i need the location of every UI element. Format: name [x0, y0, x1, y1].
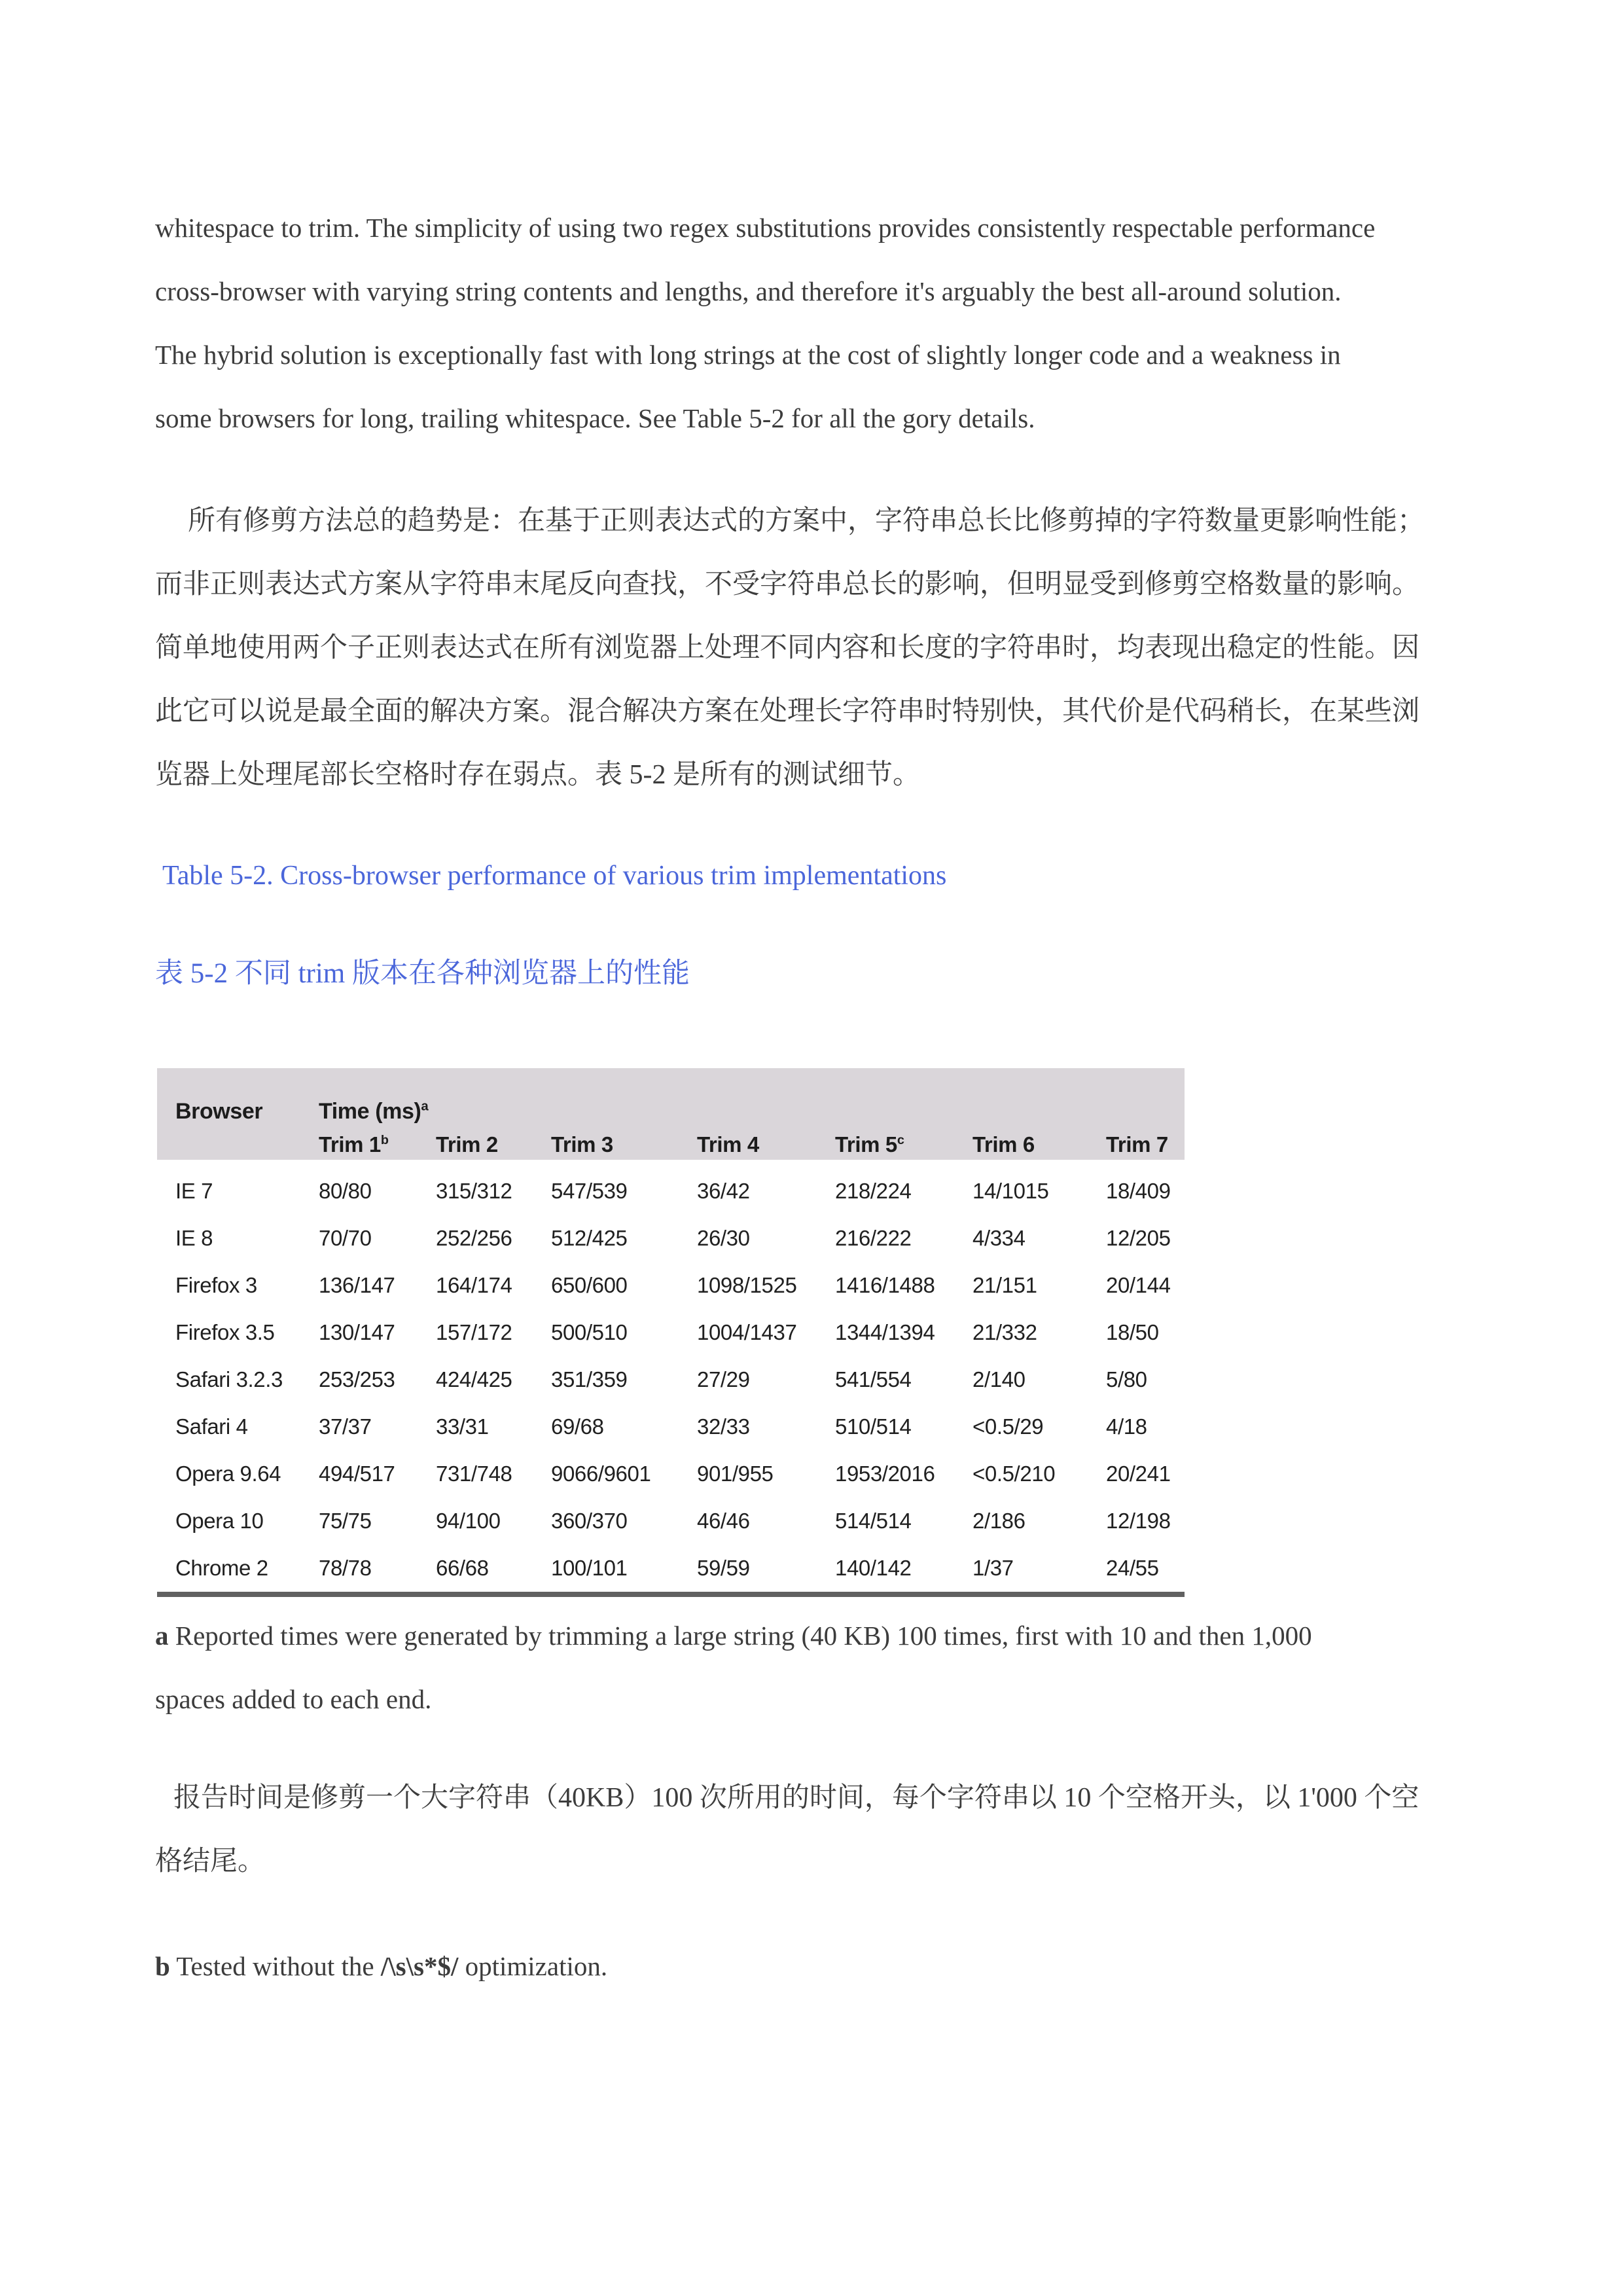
- text-line: spaces added to each end.: [155, 1684, 432, 1714]
- text-line: 格结尾。: [155, 1846, 266, 1876]
- footnote-marker-a: a: [155, 1621, 169, 1651]
- table-row: [157, 1403, 1185, 1450]
- text-line: [155, 1935, 1477, 1998]
- cell-value: 94/100: [436, 1509, 501, 1533]
- column-header-trim5: [835, 1130, 972, 1160]
- cell-value: 1/37: [972, 1556, 1014, 1580]
- cell-value: 69/68: [551, 1414, 604, 1439]
- cell-value: <0.5/210: [972, 1462, 1056, 1486]
- cell-value: 252/256: [436, 1226, 512, 1250]
- column-header-label: Trim 7: [1106, 1132, 1168, 1157]
- cell-browser: IE 8: [175, 1226, 213, 1250]
- footnote-b-post: optimization.: [458, 1951, 608, 1981]
- cell-browser: Opera 10: [175, 1509, 264, 1533]
- cell-value: 157/172: [436, 1320, 512, 1344]
- table-row: [157, 1545, 1185, 1592]
- column-header-trim4: [697, 1130, 835, 1160]
- cell-value: 80/80: [319, 1179, 372, 1203]
- cell-value: 514/514: [835, 1509, 912, 1533]
- table-row: [157, 1262, 1185, 1309]
- cell-value: 4/334: [972, 1226, 1026, 1250]
- text-line: [155, 1604, 1477, 1668]
- cell-value: 24/55: [1106, 1556, 1159, 1580]
- table-row: [157, 1498, 1185, 1545]
- cell-value: 12/205: [1106, 1226, 1171, 1250]
- cell-value: 2/140: [972, 1367, 1026, 1391]
- cell-value: 37/37: [319, 1414, 372, 1439]
- text-line: whitespace to trim. The simplicity of using two regex substitutions provides consistently respectable performance: [155, 213, 1376, 243]
- column-header-label: Trim 5: [835, 1132, 897, 1157]
- cell-value: 731/748: [436, 1462, 512, 1486]
- table-row: [157, 1215, 1185, 1262]
- column-header-label: Trim 6: [972, 1132, 1035, 1157]
- text-line: cross-browser with varying string contents and lengths, and therefore it's arguably the best all-around solution.: [155, 276, 1342, 306]
- cell-browser: Chrome 2: [175, 1556, 268, 1580]
- cell-value: 14/1015: [972, 1179, 1049, 1203]
- cell-value: <0.5/29: [972, 1414, 1044, 1439]
- footnote-a-text: Reported times were generated by trimming a large string (40 KB) 100 times, first with 10 and then 1,000: [168, 1621, 1312, 1651]
- cell-value: 541/554: [835, 1367, 912, 1391]
- footnote-b-pre: Tested without the: [169, 1951, 381, 1981]
- cell-value: 4/18: [1106, 1414, 1147, 1439]
- cell-value: 1344/1394: [835, 1320, 935, 1344]
- text-line: 报告时间是修剪一个大字符串（40KB）100 次所用的时间，每个字符串以 10 个空格开头，以 1'000 个空: [173, 1783, 1419, 1813]
- cell-value: 650/600: [551, 1273, 628, 1297]
- text-line: 所有修剪方法总的趋势是：在基于正则表达式的方案中，字符串总长比修剪掉的字符数量更影响性能；: [188, 506, 1425, 536]
- text-line: 览器上处理尾部长空格时存在弱点。表 5-2 是所有的测试细节。: [155, 760, 920, 790]
- cell-value: 901/955: [697, 1462, 774, 1486]
- cell-browser: Safari 3.2.3: [175, 1367, 283, 1391]
- cell-value: 5/80: [1106, 1367, 1147, 1391]
- table-row: [157, 1168, 1185, 1215]
- cell-value: 36/42: [697, 1179, 750, 1203]
- footnote-marker-b: b: [155, 1951, 170, 1981]
- cell-value: 20/241: [1106, 1462, 1171, 1486]
- cell-value: 494/517: [319, 1462, 395, 1486]
- column-header-label: Trim 1: [319, 1132, 381, 1157]
- cell-browser: Firefox 3.5: [175, 1320, 275, 1344]
- cell-value: 21/332: [972, 1320, 1037, 1344]
- cell-value: 27/29: [697, 1367, 750, 1391]
- cell-value: 424/425: [436, 1367, 512, 1391]
- cell-value: 70/70: [319, 1226, 372, 1250]
- column-header-browser: Browser: [175, 1099, 263, 1124]
- table-bottom-rule: [157, 1592, 1185, 1597]
- cell-value: 18/409: [1106, 1179, 1171, 1203]
- column-header-label: Trim 3: [551, 1132, 613, 1157]
- cell-value: 1004/1437: [697, 1320, 797, 1344]
- table-row: [157, 1356, 1185, 1403]
- table-body: [157, 1160, 1185, 1592]
- cell-value: 140/142: [835, 1556, 912, 1580]
- footnote-ref-a: a: [421, 1099, 429, 1114]
- table-caption-zh: 表 5-2 不同 trim 版本在各种浏览器上的性能: [155, 958, 690, 989]
- column-header-time: [319, 1093, 1185, 1130]
- cell-value: 1953/2016: [835, 1462, 935, 1486]
- cell-value: 360/370: [551, 1509, 628, 1533]
- footnote-ref-c: c: [897, 1133, 904, 1147]
- cell-value: 218/224: [835, 1179, 912, 1203]
- cell-value: 66/68: [436, 1556, 489, 1580]
- cell-value: 21/151: [972, 1273, 1037, 1297]
- footnote-b: [155, 1935, 1477, 1998]
- column-header-trim1: [319, 1130, 436, 1160]
- cell-value: 46/46: [697, 1509, 750, 1533]
- cell-value: 1416/1488: [835, 1273, 935, 1297]
- table-caption-en: Table 5-2. Cross-browser performance of various trim implementations: [162, 861, 947, 891]
- cell-browser: IE 7: [175, 1179, 213, 1203]
- cell-value: 512/425: [551, 1226, 628, 1250]
- column-header-time-label: Time (ms): [319, 1099, 421, 1124]
- performance-table: [157, 1068, 1185, 1597]
- cell-value: 78/78: [319, 1556, 372, 1580]
- cell-value: 59/59: [697, 1556, 750, 1580]
- cell-value: 315/312: [436, 1179, 512, 1203]
- cell-browser: Opera 9.64: [175, 1462, 281, 1486]
- cell-browser: Firefox 3: [175, 1273, 257, 1297]
- cell-value: 130/147: [319, 1320, 395, 1344]
- column-header-trim2: [436, 1130, 551, 1160]
- cell-value: 20/144: [1106, 1273, 1171, 1297]
- cell-value: 510/514: [835, 1414, 912, 1439]
- column-header-label: Trim 4: [697, 1132, 759, 1157]
- cell-value: 1098/1525: [697, 1273, 797, 1297]
- column-header-label: Trim 2: [436, 1132, 498, 1157]
- table-row: [157, 1450, 1185, 1498]
- cell-browser: Safari 4: [175, 1414, 248, 1439]
- footnote-a: [155, 1604, 1477, 1731]
- text-line: some browsers for long, trailing whitespace. See Table 5-2 for all the gory details.: [155, 403, 1035, 433]
- cell-value: 26/30: [697, 1226, 750, 1250]
- table-row: [157, 1309, 1185, 1356]
- footnote-ref-b: b: [380, 1133, 389, 1147]
- footnote-zh: [155, 1767, 1477, 1893]
- body-paragraph-en: [155, 196, 1477, 450]
- cell-value: 12/198: [1106, 1509, 1171, 1533]
- text-line: 而非正则表达式方案从字符串末尾反向查找，不受字符串总长的影响，但明显受到修剪空格数量的影响。: [155, 569, 1420, 600]
- cell-value: 500/510: [551, 1320, 628, 1344]
- cell-value: 164/174: [436, 1273, 512, 1297]
- cell-value: 351/359: [551, 1367, 628, 1391]
- cell-value: 9066/9601: [551, 1462, 651, 1486]
- cell-value: 253/253: [319, 1367, 395, 1391]
- cell-value: 216/222: [835, 1226, 912, 1250]
- text-line: The hybrid solution is exceptionally fast with long strings at the cost of slightly longer code and a weakness in: [155, 340, 1341, 370]
- body-paragraph-zh: [155, 490, 1477, 807]
- column-header-trim3: [551, 1130, 697, 1160]
- cell-value: 18/50: [1106, 1320, 1159, 1344]
- text-line: 此它可以说是最全面的解决方案。混合解决方案在处理长字符串时特别快，其代价是代码稍长，在某些浏: [155, 696, 1420, 726]
- table-header: [157, 1068, 1185, 1160]
- cell-value: 100/101: [551, 1556, 628, 1580]
- cell-value: 75/75: [319, 1509, 372, 1533]
- column-header-trim7: [1106, 1130, 1185, 1160]
- regex-literal: /\s\s*$/: [380, 1951, 459, 1981]
- cell-value: 2/186: [972, 1509, 1026, 1533]
- cell-value: 547/539: [551, 1179, 628, 1203]
- cell-value: 33/31: [436, 1414, 489, 1439]
- text-line: 简单地使用两个子正则表达式在所有浏览器上处理不同内容和长度的字符串时，均表现出稳定的性能。因: [155, 633, 1420, 663]
- column-header-trim6: [972, 1130, 1106, 1160]
- cell-value: 136/147: [319, 1273, 395, 1297]
- cell-value: 32/33: [697, 1414, 750, 1439]
- column-header-spacer: [175, 1130, 319, 1160]
